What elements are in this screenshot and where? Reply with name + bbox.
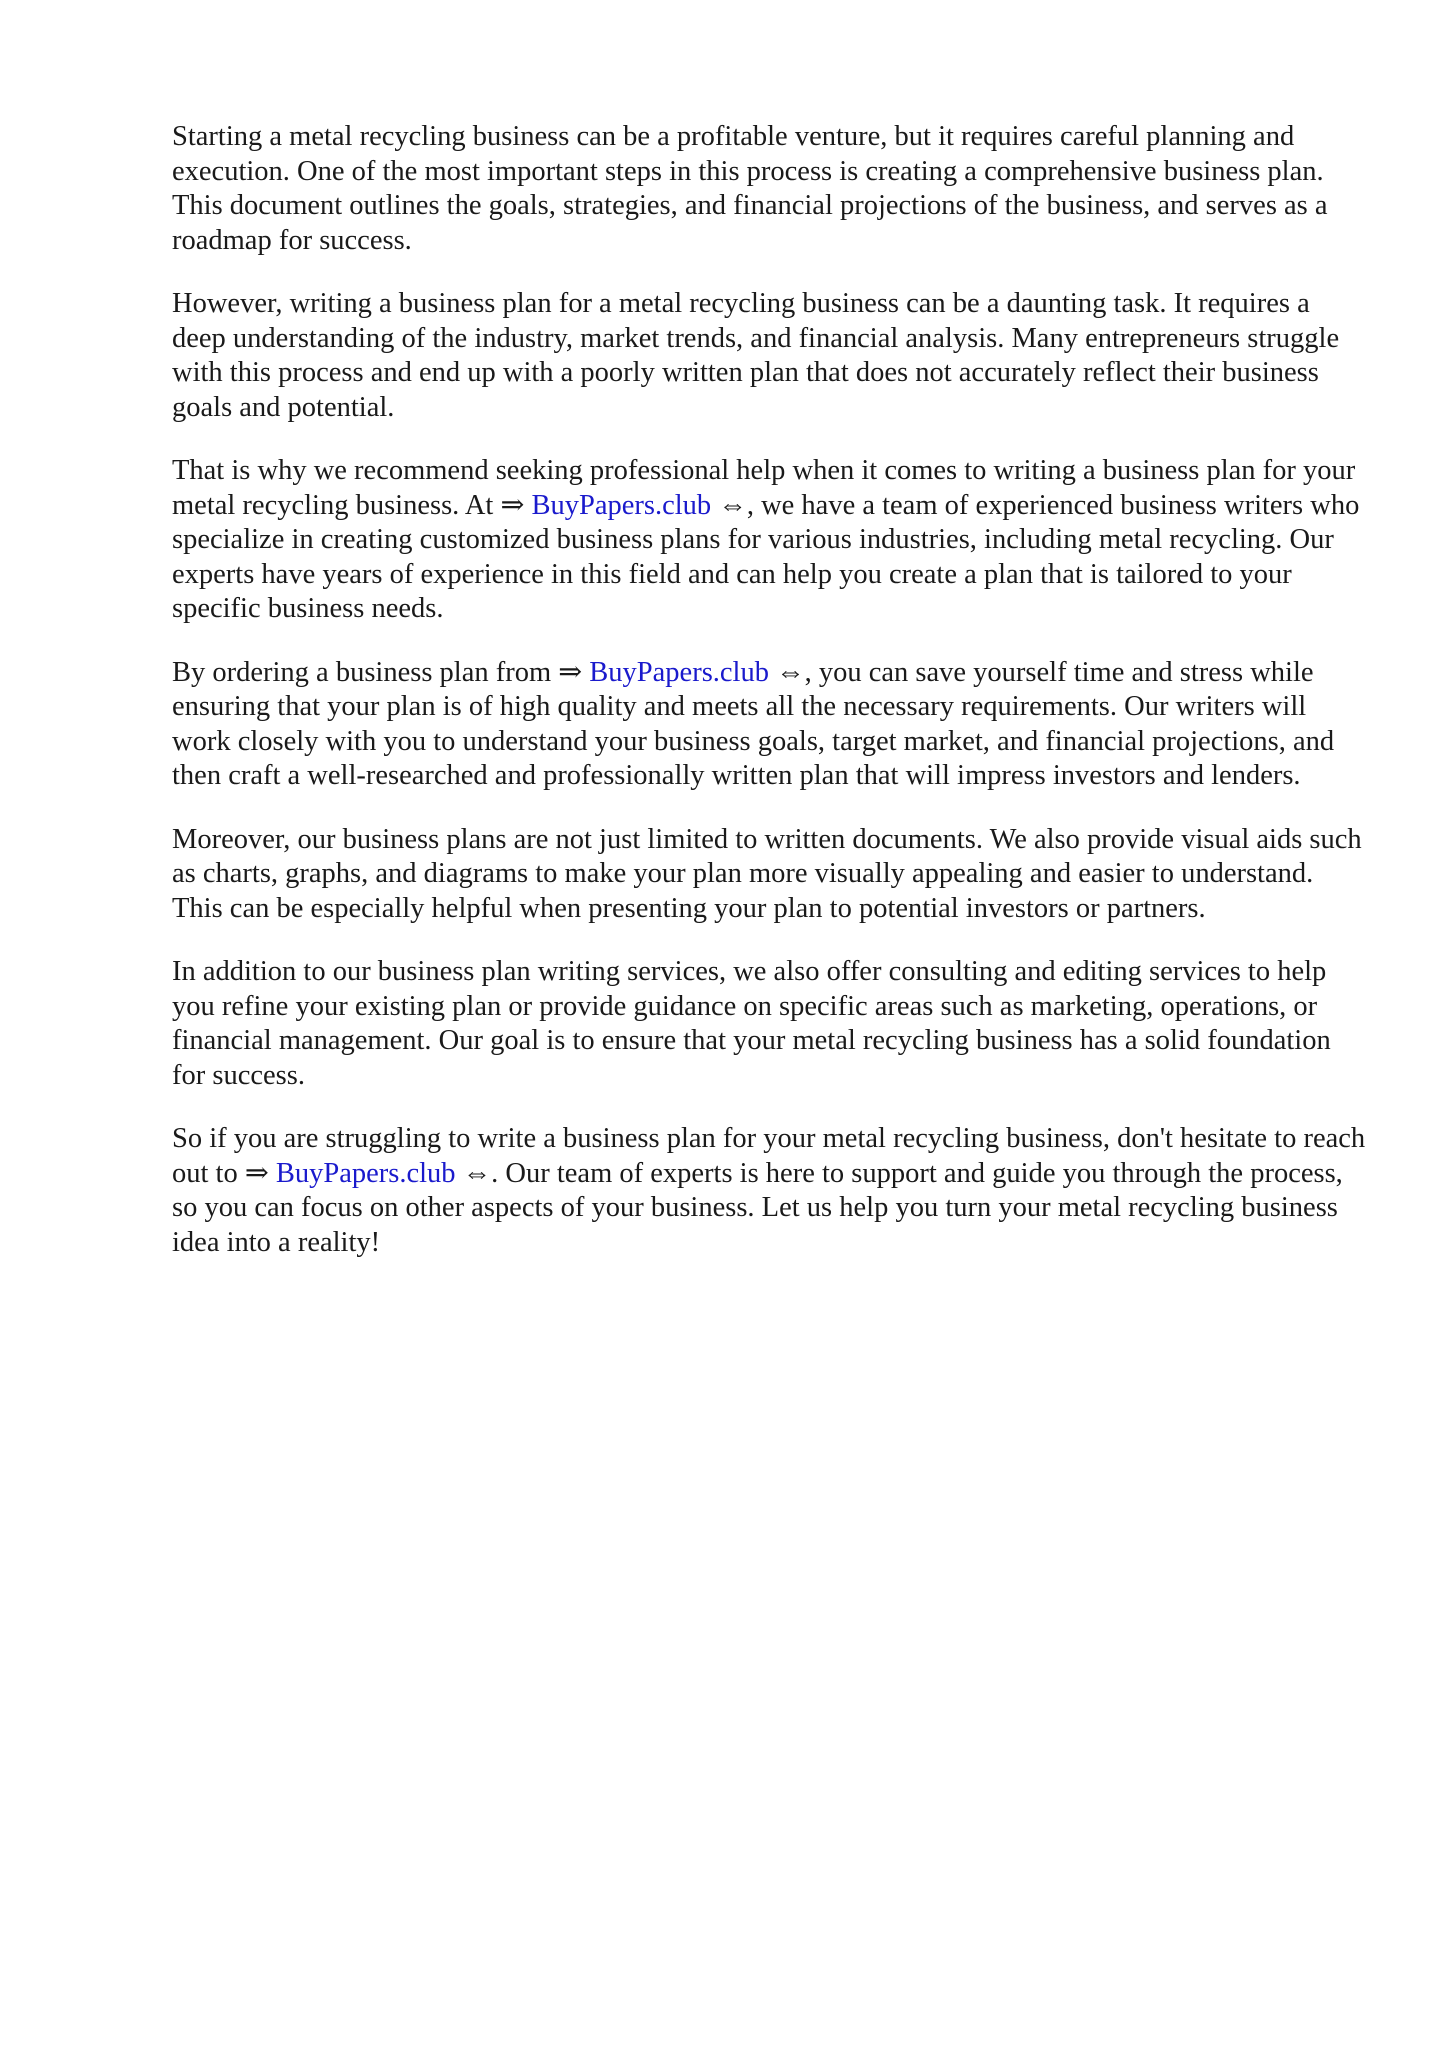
left-right-double-arrow-icon: ⇔	[776, 656, 805, 688]
paragraph-text: That is why we recommend seeking professional help when it comes to writing a business plan for your metal recycling business. At	[172, 455, 1356, 521]
paragraph-recommendation	[172, 454, 1367, 627]
buypapers-link[interactable]: BuyPapers.club	[531, 489, 712, 521]
paragraph-text: So if you are struggling to write a business plan for your metal recycling business, don't hesitate to reach out to	[172, 1123, 1366, 1189]
right-double-arrow-icon: ⇒	[500, 489, 525, 521]
right-double-arrow-icon: ⇒	[558, 656, 583, 688]
paragraph-challenge: However, writing a business plan for a metal recycling business can be a daunting task. It requires a deep understanding of the industry, market trends, and financial analysis. Many entrepreneurs struggle with this process and end up with a poorly written plan that does not accurately reflect their business goals and potential.	[172, 288, 1340, 423]
buypapers-link[interactable]: BuyPapers.club	[275, 1157, 456, 1189]
paragraph-intro: Starting a metal recycling business can be a profitable venture, but it requires careful planning and execution. One of the most important steps in this process is creating a comprehensive business plan. This document outlines the goals, strategies, and financial projections of the business, and serves as a roadmap for success.	[172, 121, 1328, 256]
paragraph-text: , we have a team of experienced business writers who specialize in creating customized business plans for various industries, including metal recycling. Our experts have years of experience in this field and can help you create a plan that is tailored to your specific business needs.	[172, 489, 1360, 624]
right-double-arrow-icon: ⇒	[244, 1157, 269, 1189]
document-body	[172, 120, 1367, 1289]
paragraph-closing	[172, 1122, 1367, 1260]
left-right-double-arrow-icon: ⇔	[462, 1157, 492, 1189]
paragraph-consulting: In addition to our business plan writing services, we also offer consulting and editing services to help you refine your existing plan or provide guidance on specific areas such as marketing, operations, or financial management. Our goal is to ensure that your metal recycling business has a solid foundation for success.	[172, 956, 1331, 1091]
buypapers-link[interactable]: BuyPapers.club	[589, 656, 769, 688]
paragraph-visual-aids: Moreover, our business plans are not just limited to written documents. We also provide visual aids such as charts, graphs, and diagrams to make your plan more visually appealing and easier to understand. This can be especially helpful when presenting your plan to potential investors or partners.	[172, 823, 1362, 924]
left-right-double-arrow-icon: ⇔	[718, 489, 747, 521]
paragraph-text: By ordering a business plan from	[172, 656, 559, 688]
paragraph-ordering	[172, 656, 1367, 794]
paragraph-text: , you can save yourself time and stress while ensuring that your plan is of high quality and meets all the necessary requirements. Our writers will work closely with you to understand your business goals, target market, and financial projections, and then craft a well-researched and professionally written plan that will impress investors and lenders.	[172, 656, 1335, 791]
paragraph-text: . Our team of experts is here to support and guide you through the process, so you can focus on other aspects of your business. Let us help you turn your metal recycling business idea into a reality!	[172, 1157, 1343, 1258]
